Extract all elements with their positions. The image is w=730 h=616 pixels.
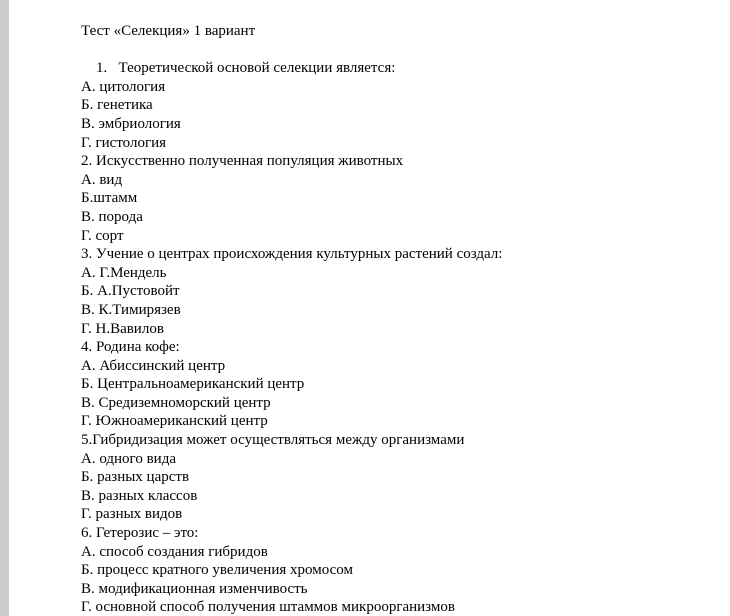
document-line: Б. разных царств bbox=[81, 469, 190, 486]
document-line: В. К.Тимирязев bbox=[81, 301, 181, 318]
document-line: Г. разных видов bbox=[81, 506, 183, 523]
document-line: 2. Искусственно полученная популяция животных bbox=[81, 153, 404, 170]
document-line: А. вид bbox=[81, 171, 123, 188]
document-content bbox=[81, 22, 710, 616]
document-line: А. Г.Мендель bbox=[81, 264, 167, 281]
document-line: 1. Теоретической основой селекции является: bbox=[81, 60, 396, 77]
document-line: Б. Центральноамериканский центр bbox=[81, 376, 305, 393]
document-line: В. порода bbox=[81, 208, 143, 225]
document-line: Б.штамм bbox=[81, 190, 138, 207]
document-line: 5.Гибридизация может осуществляться между организмами bbox=[81, 432, 465, 449]
page-edge-strip bbox=[0, 0, 9, 616]
document-line: В. Средиземноморский центр bbox=[81, 394, 271, 411]
document-line: Г. Южноамериканский центр bbox=[81, 413, 268, 430]
document-line: А. способ создания гибридов bbox=[81, 543, 268, 560]
document-line: А. Абиссинский центр bbox=[81, 357, 226, 374]
document-line: Г. гистология bbox=[81, 134, 167, 151]
document-line: Б. А.Пустовойт bbox=[81, 283, 180, 300]
document-line: Б. процесс кратного увеличения хромосом bbox=[81, 562, 353, 579]
document-line: Г. основной способ получения штаммов микроорганизмов bbox=[81, 599, 455, 616]
document-line: А. цитология bbox=[81, 78, 166, 95]
document-line: 6. Гетерозис – это: bbox=[81, 525, 199, 542]
document-line: В. разных классов bbox=[81, 487, 198, 504]
document-body bbox=[81, 59, 710, 616]
document-line: В. эмбриология bbox=[81, 115, 181, 132]
document-line: Б. генетика bbox=[81, 97, 153, 114]
document-line: 4. Родина кофе: bbox=[81, 339, 180, 356]
document-title: Тест «Селекция» 1 вариант bbox=[81, 23, 256, 39]
document-line: 3. Учение о центрах происхождения культурных растений создал: bbox=[81, 246, 503, 263]
document-line: Г. сорт bbox=[81, 227, 124, 244]
document-line: В. модификационная изменчивость bbox=[81, 580, 308, 597]
document-line: А. одного вида bbox=[81, 450, 176, 467]
document-line: Г. Н.Вавилов bbox=[81, 320, 164, 337]
